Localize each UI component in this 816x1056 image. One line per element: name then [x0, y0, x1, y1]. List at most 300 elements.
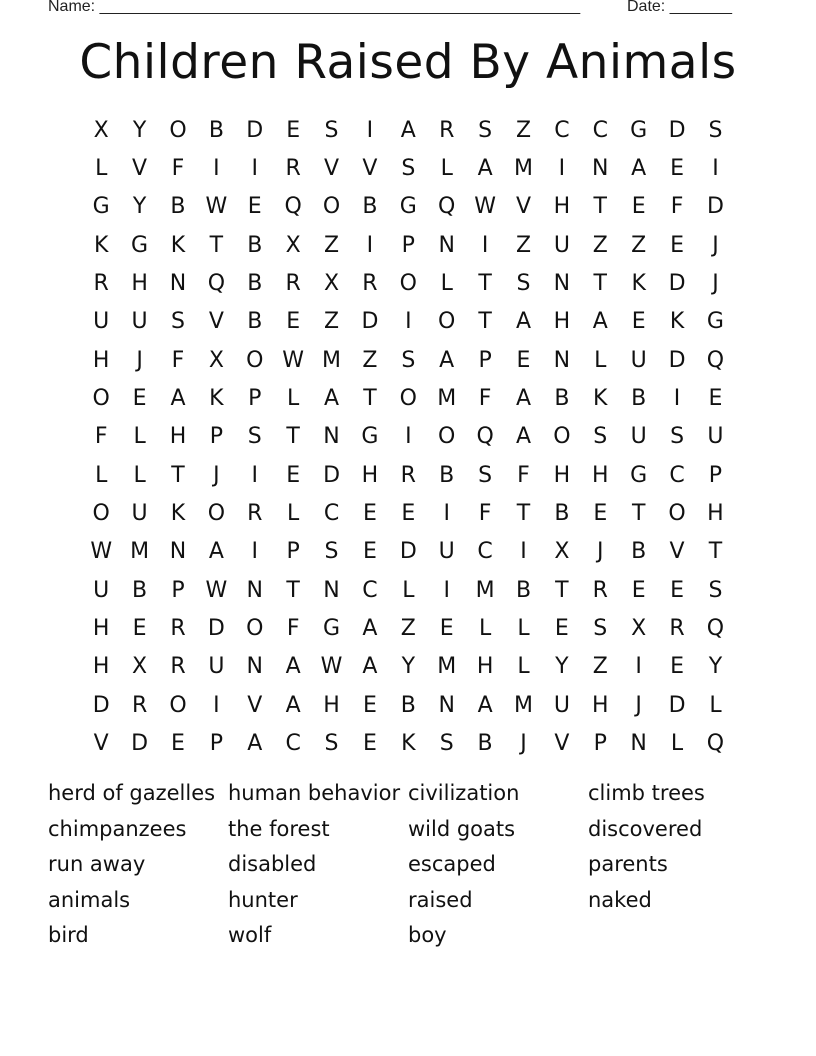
grid-letter: N [323, 424, 340, 450]
grid-letter: V [247, 692, 263, 718]
grid-letter: R [247, 501, 263, 527]
grid-letter: T [286, 577, 300, 603]
grid-letter: D [399, 539, 417, 565]
grid-letter: A [400, 117, 416, 143]
grid-letter: E [439, 616, 454, 642]
grid-letter: L [402, 577, 415, 603]
grid-letter: E [171, 731, 185, 757]
grid-letter: P [209, 424, 223, 450]
grid-letter: K [669, 309, 685, 335]
grid-letter: A [324, 386, 340, 412]
grid-letter: E [362, 501, 377, 527]
grid-letter: A [362, 654, 378, 680]
grid-letter: B [247, 232, 263, 258]
header-fields [48, 0, 748, 16]
word-list-item: parents [588, 852, 668, 877]
word-list-item: chimpanzees [48, 816, 187, 841]
grid-letter: V [554, 731, 570, 757]
word-list-item: wolf [228, 923, 272, 948]
grid-letter: R [439, 117, 455, 143]
grid-letter: S [516, 271, 531, 297]
grid-letter: W [320, 654, 343, 680]
grid-letter: V [208, 309, 224, 335]
grid-letter: A [247, 731, 263, 757]
grid-letter: L [517, 654, 530, 680]
grid-letter: I [251, 539, 258, 565]
word-list-item: climb trees [588, 781, 705, 805]
grid-letter: I [520, 539, 527, 565]
grid-letter: S [170, 309, 185, 335]
grid-letter: C [323, 501, 340, 527]
grid-letter: L [133, 462, 146, 488]
grid-letter: L [594, 347, 607, 373]
grid-letter: E [554, 616, 569, 642]
grid-letter: R [93, 271, 109, 297]
grid-letter: L [287, 386, 300, 412]
grid-letter: Q [207, 271, 226, 297]
grid-letter: W [90, 539, 113, 565]
grid-letter: B [554, 386, 570, 412]
grid-letter: G [131, 232, 149, 258]
grid-letter: O [322, 194, 341, 220]
grid-letter: L [287, 501, 300, 527]
grid-letter: I [405, 309, 412, 335]
grid-letter: S [247, 424, 262, 450]
grid-letter: J [712, 232, 719, 258]
grid-letter: A [515, 424, 532, 450]
grid-letter: U [630, 424, 647, 450]
grid-letter: J [635, 692, 642, 718]
grid-letter: I [481, 232, 489, 258]
grid-letter: N [438, 692, 455, 718]
grid-letter: J [213, 462, 220, 488]
grid-letter: M [437, 654, 457, 680]
grid-letter: K [93, 232, 109, 258]
grid-letter: F [478, 386, 492, 412]
grid-letter: Z [515, 117, 532, 143]
grid-letter: D [668, 692, 686, 718]
grid-letter: X [631, 616, 647, 642]
grid-letter: G [630, 462, 648, 488]
grid-letter: D [246, 117, 264, 143]
grid-letter: A [362, 616, 378, 642]
grid-letter: S [670, 424, 685, 450]
grid-letter: Y [708, 654, 723, 680]
grid-letter: U [553, 692, 570, 718]
grid-letter: O [92, 501, 110, 527]
grid-letter: H [553, 194, 571, 220]
grid-letter: D [92, 692, 110, 718]
grid-letter: I [443, 501, 450, 527]
grid-letter: C [285, 731, 301, 757]
grid-letter: G [706, 309, 724, 335]
grid-letter: E [670, 654, 684, 680]
grid-letter: V [669, 539, 685, 565]
grid-letter: Q [284, 194, 302, 220]
grid-letter: O [438, 309, 456, 335]
grid-letter: E [631, 309, 646, 335]
grid-letter: J [712, 271, 719, 297]
grid-letter: I [443, 577, 450, 603]
grid-letter: E [247, 194, 262, 220]
grid-letter: D [361, 309, 379, 335]
grid-letter: Q [476, 424, 494, 450]
grid-letter: Z [592, 654, 608, 680]
grid-letter: K [170, 232, 186, 258]
grid-letter: N [169, 539, 187, 565]
grid-letter: D [668, 271, 686, 297]
grid-letter: H [169, 424, 187, 450]
grid-letter: E [516, 347, 531, 373]
grid-letter: K [170, 501, 186, 527]
grid-letter: N [592, 156, 609, 182]
grid-letter: I [405, 424, 412, 450]
grid-letter: U [707, 424, 724, 450]
grid-letter: B [247, 271, 263, 297]
grid-letter: T [363, 386, 377, 412]
grid-letter: E [362, 731, 377, 757]
grid-letter: A [592, 309, 608, 335]
grid-letter: W [282, 347, 305, 373]
word-list-item: bird [48, 923, 89, 948]
grid-letter: N [323, 577, 340, 603]
grid-letter: R [669, 616, 685, 642]
grid-letter: I [213, 692, 220, 718]
grid-letter: N [553, 347, 571, 373]
grid-letter: S [593, 424, 608, 450]
grid-letter: Z [324, 232, 340, 258]
grid-letter: M [475, 577, 495, 603]
grid-letter: T [286, 424, 300, 450]
grid-letter: Z [515, 232, 532, 258]
grid-letter: I [558, 156, 566, 182]
grid-letter: O [399, 271, 417, 297]
word-list-item: naked [588, 887, 652, 912]
date-field-label: Date: _______ [627, 0, 732, 15]
grid-letter: O [246, 616, 264, 642]
grid-letter: T [478, 309, 492, 335]
grid-letter: H [323, 692, 340, 718]
grid-letter: B [132, 577, 148, 603]
grid-letter: G [630, 117, 648, 143]
grid-letter: P [286, 539, 300, 565]
grid-letter: Z [400, 616, 416, 642]
grid-letter: O [399, 386, 417, 412]
grid-letter: R [592, 577, 608, 603]
grid-letter: O [438, 424, 456, 450]
grid-letter: Q [438, 194, 456, 220]
word-list-item: civilization [408, 781, 520, 805]
grid-letter: M [322, 347, 342, 373]
grid-letter: S [478, 462, 493, 488]
grid-letter: A [439, 347, 455, 373]
grid-letter: V [324, 156, 340, 182]
grid-letter: E [708, 386, 723, 412]
grid-letter: A [285, 654, 301, 680]
grid-letter: T [516, 501, 531, 527]
word-list-item: herd of gazelles [48, 781, 216, 805]
grid-letter: E [132, 616, 147, 642]
grid-letter: E [670, 232, 684, 258]
grid-letter: S [324, 539, 339, 565]
grid-letter: L [517, 616, 530, 642]
grid-letter: B [631, 539, 647, 565]
grid-letter: G [323, 616, 341, 642]
grid-letter: H [553, 462, 571, 488]
grid-letter: T [593, 194, 607, 220]
grid-letter: E [593, 501, 608, 527]
grid-letter: U [93, 577, 110, 603]
grid-letter: V [93, 731, 109, 757]
grid-letter: O [246, 347, 264, 373]
grid-letter: F [171, 347, 185, 373]
grid-letter: A [208, 539, 224, 565]
grid-letter: W [205, 577, 228, 603]
word-list-item: hunter [228, 887, 298, 912]
word-list-item: wild goats [408, 816, 516, 841]
grid-letter: R [400, 462, 416, 488]
grid-letter: R [131, 692, 148, 718]
grid-letter: K [209, 386, 224, 412]
grid-letter: T [555, 577, 569, 603]
grid-letter: D [131, 731, 149, 757]
grid-letter: F [478, 501, 492, 527]
word-list-item: the forest [228, 816, 330, 841]
grid-letter: I [366, 232, 374, 258]
grid-letter: L [670, 731, 684, 757]
grid-letter: I [673, 386, 681, 412]
grid-letter: G [399, 194, 417, 220]
grid-letter: Z [631, 232, 647, 258]
grid-letter: O [207, 501, 226, 527]
grid-letter: C [362, 577, 378, 603]
grid-letter: K [401, 731, 416, 757]
grid-letter: S [324, 731, 339, 757]
grid-letter: N [438, 232, 455, 258]
grid-letter: U [131, 501, 148, 527]
grid-letter: F [517, 462, 530, 488]
grid-letter: W [474, 194, 496, 220]
grid-letter: B [554, 501, 570, 527]
grid-letter: P [478, 347, 492, 373]
word-list-item: escaped [408, 852, 496, 877]
grid-letter: B [477, 731, 493, 757]
grid-letter: D [668, 347, 686, 373]
grid-letter: A [477, 156, 493, 182]
grid-letter: E [631, 194, 646, 220]
grid-letter: B [439, 462, 455, 488]
grid-letter: O [169, 692, 187, 718]
grid-letter: N [630, 731, 647, 757]
grid-letter: G [92, 194, 110, 220]
grid-letter: H [92, 616, 110, 642]
grid-letter: X [285, 232, 301, 258]
word-list-item: run away [48, 852, 146, 877]
word-list-item: raised [408, 887, 473, 912]
grid-letter: K [631, 271, 646, 297]
grid-letter: E [670, 577, 684, 603]
grid-letter: G [361, 424, 379, 450]
grid-letter: T [631, 501, 646, 527]
grid-letter: E [401, 501, 416, 527]
grid-letter: A [285, 692, 301, 718]
grid-letter: F [670, 194, 684, 220]
grid-letter: R [362, 271, 378, 297]
grid-letter: A [515, 386, 532, 412]
grid-letter: H [592, 462, 609, 488]
page-title: Children Raised By Animals [79, 35, 737, 90]
grid-letter: S [478, 117, 493, 143]
grid-letter: E [132, 386, 147, 412]
grid-letter: D [668, 117, 686, 143]
grid-letter: T [209, 232, 224, 258]
grid-letter: B [515, 577, 532, 603]
grid-letter: Y [555, 654, 569, 680]
grid-letter: L [95, 156, 108, 182]
grid-letter: Z [592, 232, 608, 258]
grid-letter: Z [324, 309, 340, 335]
grid-letter: V [362, 156, 378, 182]
grid-letter: P [401, 232, 415, 258]
grid-letter: X [132, 654, 148, 680]
grid-letter: O [553, 424, 571, 450]
grid-letter: Q [706, 347, 725, 373]
grid-letter: J [136, 347, 143, 373]
grid-letter: V [132, 156, 148, 182]
grid-letter: Y [401, 654, 416, 680]
grid-letter: Q [706, 731, 725, 757]
word-list-item: disabled [228, 852, 317, 877]
grid-letter: L [95, 462, 108, 488]
word-list-item: human behavior [228, 781, 401, 805]
grid-letter: I [213, 156, 220, 182]
grid-letter: M [514, 692, 533, 718]
grid-letter: P [209, 731, 223, 757]
grid-letter: C [477, 539, 493, 565]
grid-letter: U [438, 539, 455, 565]
grid-letter: S [324, 117, 339, 143]
grid-letter: R [285, 156, 301, 182]
grid-letter: E [631, 577, 646, 603]
grid-letter: P [593, 731, 607, 757]
grid-letter: X [208, 347, 224, 373]
grid-letter: E [362, 539, 377, 565]
grid-letter: A [170, 386, 186, 412]
grid-letter: F [94, 424, 108, 450]
grid-letter: I [712, 156, 719, 182]
grid-letter: L [440, 271, 453, 297]
grid-letter: T [478, 271, 492, 297]
grid-letter: T [708, 539, 723, 565]
grid-letter: E [362, 692, 377, 718]
word-list [48, 776, 768, 954]
grid-letter: F [171, 156, 185, 182]
grid-letter: O [92, 386, 110, 412]
grid-letter: C [592, 117, 608, 143]
grid-letter: U [208, 654, 225, 680]
grid-letter: Z [362, 347, 378, 373]
grid-letter: E [286, 309, 301, 335]
grid-letter: H [553, 309, 571, 335]
grid-letter: B [247, 309, 263, 335]
grid-letter: S [708, 117, 723, 143]
grid-letter: M [514, 156, 533, 182]
word-list-item [588, 918, 768, 954]
grid-letter: L [440, 156, 453, 182]
grid-letter: S [401, 156, 416, 182]
grid-letter: H [92, 654, 110, 680]
grid-letter: X [324, 271, 340, 297]
grid-letter: K [593, 386, 608, 412]
grid-letter: P [171, 577, 185, 603]
grid-letter: X [554, 539, 570, 565]
grid-letter: I [366, 117, 374, 143]
grid-letter: T [593, 271, 607, 297]
grid-letter: H [707, 501, 724, 527]
grid-letter: Y [132, 194, 147, 220]
grid-letter: D [323, 462, 341, 488]
grid-letter: U [93, 309, 110, 335]
grid-letter: B [208, 117, 224, 143]
grid-letter: J [520, 731, 527, 757]
grid-letter: H [592, 692, 609, 718]
grid-letter: S [708, 577, 723, 603]
grid-letter: H [131, 271, 148, 297]
grid-letter: H [361, 462, 379, 488]
grid-letter: Y [132, 117, 147, 143]
grid-letter: P [708, 462, 723, 488]
grid-letter: I [635, 654, 642, 680]
grid-letter: W [205, 194, 228, 220]
grid-letter: O [169, 117, 187, 143]
grid-letter: R [285, 271, 301, 297]
grid-letter: E [670, 156, 684, 182]
name-field-label: Name: ______________________________________________________ [48, 0, 581, 15]
grid-letter: X [93, 117, 109, 143]
grid-letter: L [133, 424, 146, 450]
grid-letter: B [362, 194, 378, 220]
grid-letter: R [170, 654, 186, 680]
grid-letter: A [477, 692, 493, 718]
grid-letter: U [131, 309, 148, 335]
grid-letter: H [92, 347, 110, 373]
grid-letter: A [631, 156, 647, 182]
grid-letter: U [630, 347, 647, 373]
grid-letter: S [593, 616, 608, 642]
grid-letter: A [515, 309, 532, 335]
grid-letter: L [478, 616, 492, 642]
grid-letter: E [286, 117, 301, 143]
grid-letter: S [401, 347, 416, 373]
grid-letter: H [476, 654, 494, 680]
letter-grid [82, 111, 735, 763]
grid-letter: T [171, 462, 185, 488]
grid-letter: N [246, 577, 263, 603]
word-list-item: boy [408, 923, 447, 948]
grid-letter: D [706, 194, 724, 220]
word-list-item: animals [48, 887, 131, 912]
grid-letter: J [597, 539, 604, 565]
grid-letter: N [246, 654, 263, 680]
grid-letter: N [169, 271, 187, 297]
grid-letter: P [248, 386, 262, 412]
grid-letter: B [170, 194, 186, 220]
grid-letter: F [286, 616, 300, 642]
grid-letter: E [286, 462, 301, 488]
word-list-item: discovered [588, 816, 703, 841]
grid-letter: U [553, 232, 570, 258]
grid-letter: V [515, 194, 532, 220]
